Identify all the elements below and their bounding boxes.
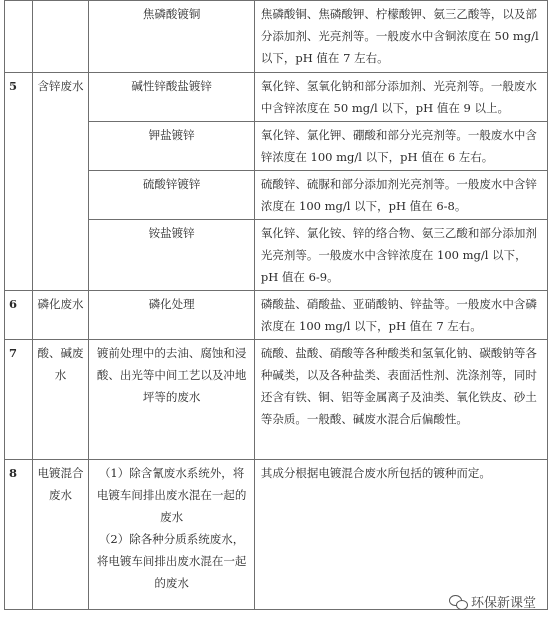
process-cell: 钾盐镀锌 — [89, 122, 255, 171]
table-row — [5, 291, 548, 340]
description-cell: 焦磷酸铜、焦磷酸钾、柠檬酸钾、氨三乙酸等，以及部分添加剂、光亮剂等。一般废水中含铜浓度在 50 mg/l 以下，pH 值在 7 左右。 — [254, 1, 547, 73]
watermark — [449, 592, 536, 611]
process-cell: 磷化处理 — [89, 291, 255, 340]
process-cell: 焦磷酸镀铜 — [89, 1, 255, 73]
description-cell: 氧化锌、氯化钾、硼酸和部分光亮剂等。一般废水中含锌浓度在 100 mg/l 以下，pH 值在 6 左右。 — [254, 122, 547, 171]
description-cell: 其成分根据电镀混合废水所包括的镀种而定。 — [254, 460, 547, 610]
wechat-icon — [449, 595, 467, 609]
description-cell: 氧化锌、氢氧化钠和部分添加剂、光亮剂等。一般废水中含锌浓度在 50 mg/l 以下，pH 值在 9 以上。 — [254, 73, 547, 122]
category-cell — [32, 1, 89, 73]
wastewater-table — [4, 0, 548, 610]
watermark-text: 环保新课堂 — [470, 596, 536, 611]
process-cell: （1）除含氰废水系统外，将电镀车间排出废水混在一起的废水 （2）除各种分质系统废水，将电镀车间排出废水混在一起的废水 — [89, 460, 255, 610]
category-cell: 电镀混合废水 — [32, 460, 89, 610]
table-row — [5, 73, 548, 122]
row-number — [5, 1, 33, 73]
process-cell: 镀前处理中的去油、腐蚀和浸酸、出光等中间工艺以及冲地坪等的废水 — [89, 340, 255, 460]
category-cell: 酸、碱废水 — [32, 340, 89, 460]
category-cell: 含锌废水 — [32, 73, 89, 291]
row-number: 8 — [5, 460, 33, 610]
description-cell: 硫酸锌、硫脲和部分添加剂光亮剂等。一般废水中含锌浓度在 100 mg/l 以下，pH 值在 6-8。 — [254, 171, 547, 220]
description-cell: 氧化锌、氯化铵、锌的络合物、氨三乙酸和部分添加剂光亮剂等。一般废水中含锌浓度在 100 mg/l 以下，pH 值在 6-9。 — [254, 220, 547, 291]
table-row — [5, 1, 548, 73]
process-cell: 硫酸锌镀锌 — [89, 171, 255, 220]
description-cell: 磷酸盐、硝酸盐、亚硝酸钠、锌盐等。一般废水中含磷浓度在 100 mg/l 以下，pH 值在 7 左右。 — [254, 291, 547, 340]
row-number: 5 — [5, 73, 33, 291]
table-row — [5, 340, 548, 460]
table-row — [5, 460, 548, 610]
process-cell: 铵盐镀锌 — [89, 220, 255, 291]
category-cell: 磷化废水 — [32, 291, 89, 340]
description-cell: 硫酸、盐酸、硝酸等各种酸类和氢氧化钠、碳酸钠等各种碱类，以及各种盐类、表面活性剂、洗涤剂等，同时还含有铁、铜、铝等金属离子及油类、氧化铁皮、砂土等杂质。一般酸、碱废水混合后偏酸性。 — [254, 340, 547, 460]
row-number: 6 — [5, 291, 33, 340]
row-number: 7 — [5, 340, 33, 460]
process-cell: 碱性锌酸盐镀锌 — [89, 73, 255, 122]
